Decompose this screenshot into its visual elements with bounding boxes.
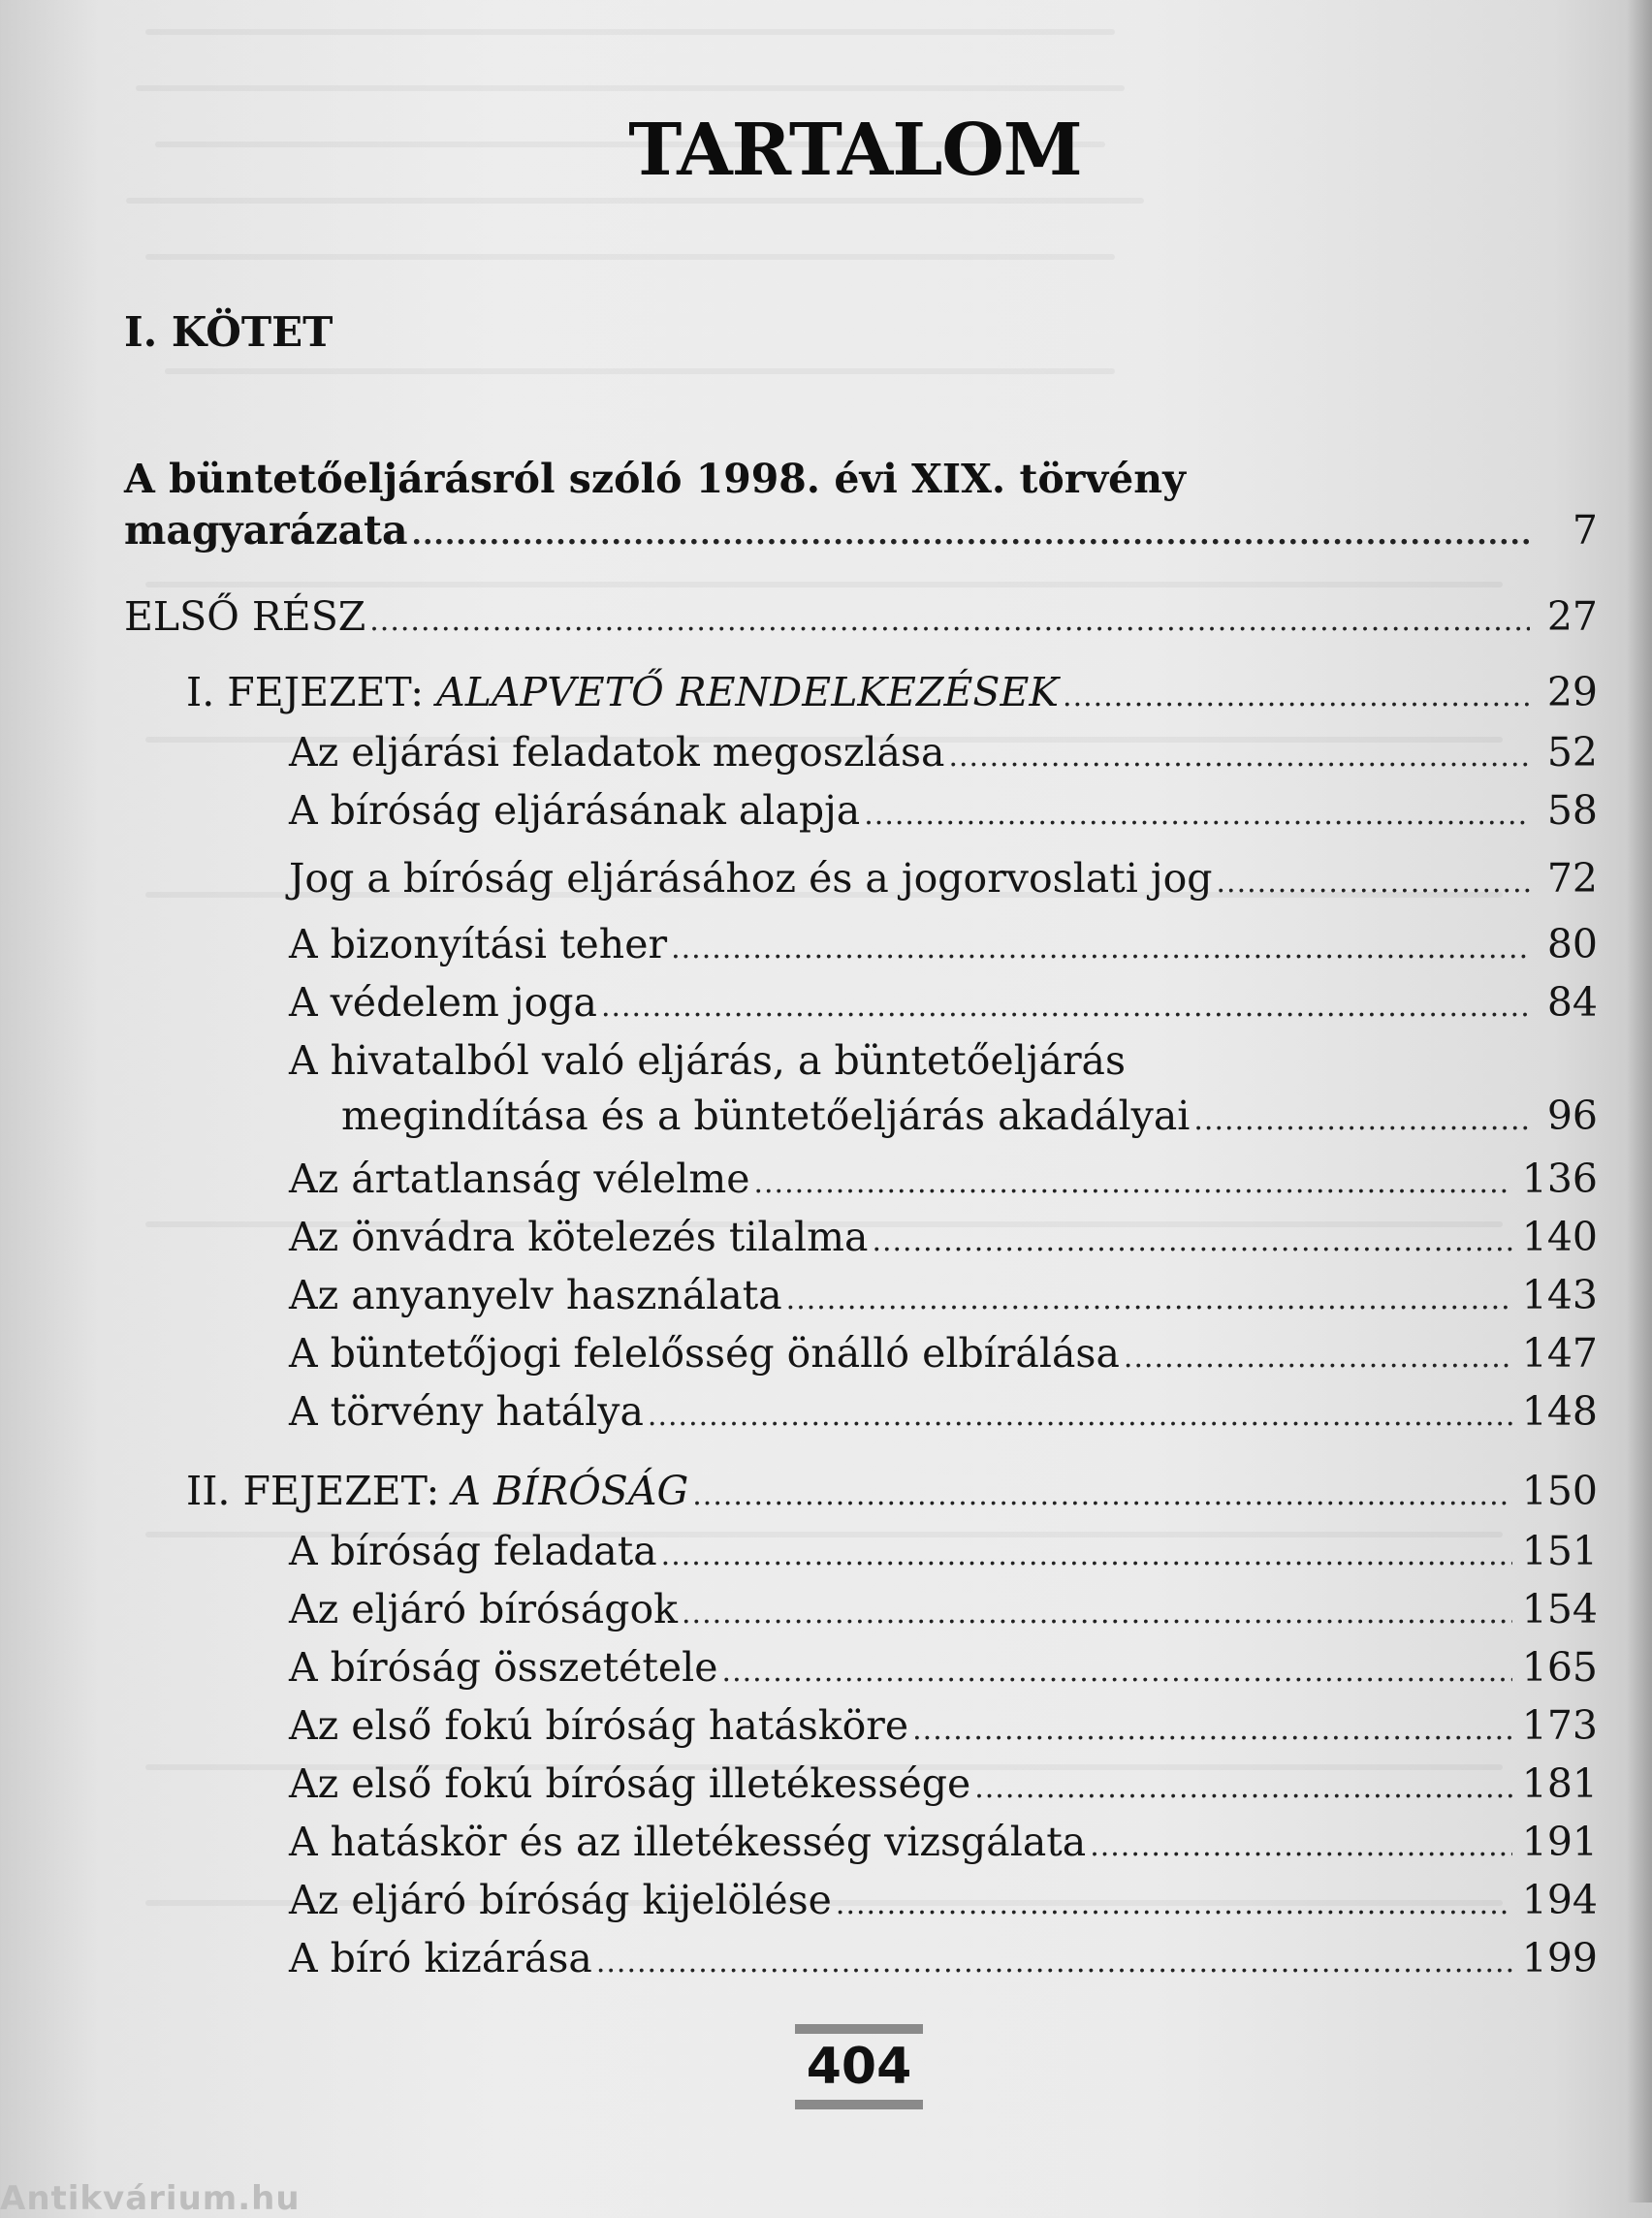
watermark: Antikvárium.hu [0,2179,301,2218]
page-ref: 199 [1521,1935,1598,1981]
entry-title: A bizonyítási teher [289,921,668,967]
law-title-line2: magyarázata [124,507,408,554]
entry-title-line2: megindítása és a büntetőeljárás akadályai [341,1093,1191,1139]
dot-leader [786,1283,1512,1316]
dot-leader [1193,1103,1530,1137]
dot-leader [1217,866,1530,900]
part-label: ELSŐ RÉSZ [124,593,366,640]
folio-rule-bottom [795,2100,923,2109]
entry-title: Az első fokú bíróság illetékessége [289,1760,971,1807]
toc-entry [289,855,1598,902]
dot-leader [1063,680,1530,713]
entry-title: Jog a bíróság eljárásához és a jogorvoslati jog [289,855,1213,902]
dot-leader [722,1655,1512,1689]
chapter-prefix: I. FEJEZET: [186,669,437,715]
page-number: 404 [806,2038,912,2096]
entry-title: Az eljáró bíróságok [289,1586,678,1632]
dot-leader [412,518,1530,552]
toc-entry [289,1586,1598,1632]
page-ref: 140 [1521,1214,1598,1260]
law-title-line1: A büntetőeljárásról szóló 1998. évi XIX. törvény [124,456,1186,502]
dot-leader [369,604,1530,638]
page-ref: 29 [1546,669,1598,715]
entry-title: A hatáskör és az illetékesség vizsgálata [289,1819,1087,1865]
page-ref: 154 [1521,1586,1598,1632]
toc-entry [289,1528,1598,1574]
page-ref: 143 [1521,1272,1598,1318]
dot-leader [1090,1829,1512,1863]
chapter-label [186,669,1059,715]
entry-title: A bíróság eljárásának alapja [289,787,861,834]
toc-entry [289,1702,1598,1749]
dot-leader [648,1399,1512,1433]
toc-entry [289,979,1598,1026]
page-ref: 58 [1546,787,1598,834]
dot-leader [601,990,1530,1024]
toc-entry-law [124,507,1598,554]
entry-title: Az önvádra kötelezés tilalma [289,1214,869,1260]
dot-leader [596,1946,1512,1980]
entry-title: A bíró kizárása [289,1935,592,1981]
entry-title: A büntetőjogi felelősség önálló elbírálása [289,1330,1120,1377]
entry-title: Az anyanyelv használata [289,1272,782,1318]
folio-rule-top [795,2024,923,2034]
page-ref: 151 [1521,1528,1598,1574]
entry-title: A törvény hatálya [289,1388,644,1435]
toc-entry [289,1388,1598,1435]
dot-leader [692,1478,1511,1512]
dot-leader [682,1597,1512,1631]
toc-entry [289,729,1598,776]
page-ref: 181 [1521,1760,1598,1807]
dot-leader [974,1771,1512,1805]
page-ref: 136 [1521,1156,1598,1202]
page-ref: 148 [1521,1388,1598,1435]
page-number-block [793,2024,925,2109]
dot-leader [872,1224,1511,1258]
dot-leader [1124,1341,1512,1375]
toc-entry [289,921,1598,967]
dot-leader [753,1166,1511,1200]
toc-entry [289,1760,1598,1807]
entry-title-line1: A hivatalból való eljárás, a büntetőeljárás [289,1037,1127,1084]
toc-entry-part [124,593,1598,640]
toc-entry [289,1156,1598,1202]
toc-entry [289,1935,1598,1981]
entry-title: Az ártatlanság vélelme [289,1156,750,1202]
volume-heading: I. KÖTET [124,308,334,356]
entry-title: Az első fokú bíróság hatásköre [289,1702,909,1749]
chapter-label [186,1468,688,1514]
toc-entry [289,787,1598,834]
toc-entry [289,1877,1598,1923]
entry-title: A bíróság feladata [289,1528,657,1574]
dot-leader [661,1538,1512,1572]
page-ref: 173 [1521,1702,1598,1749]
page-ref: 27 [1546,593,1598,640]
entry-title: Az eljáró bíróság kijelölése [289,1877,832,1923]
page-ref: 84 [1546,979,1598,1026]
page-ref: 147 [1521,1330,1598,1377]
page-ref: 194 [1521,1877,1598,1923]
chapter-name: ALAPVETŐ RENDELKEZÉSEK [436,669,1060,715]
dot-leader [836,1887,1512,1921]
entry-title: A védelem joga [289,979,597,1026]
page-ref: 52 [1546,729,1598,776]
entry-title: Az eljárási feladatok megoszlása [289,729,945,776]
chapter-prefix: II. FEJEZET: [186,1468,453,1514]
toc-entry [289,1330,1598,1377]
toc-entry [289,1644,1598,1691]
page-ref: 150 [1521,1468,1598,1514]
chapter-name: A BÍRÓSÁG [452,1468,689,1514]
toc-entry-chapter-1 [186,669,1598,715]
entry-title: A bíróság összetétele [289,1644,718,1691]
dot-leader [912,1713,1512,1747]
dot-leader [671,932,1530,966]
page-ref: 165 [1521,1644,1598,1691]
page-ref: 7 [1572,507,1598,554]
page-ref: 191 [1521,1819,1598,1865]
toc-entry-chapter-2 [186,1468,1598,1514]
toc-entry [341,1093,1598,1139]
toc-entry [289,1272,1598,1318]
page-title: TARTALOM [628,109,1082,192]
page-ref: 72 [1546,855,1598,902]
page-edge-shadow [1627,0,1652,2202]
dot-leader [864,798,1530,832]
page-ref: 80 [1546,921,1598,967]
toc-entry [289,1819,1598,1865]
dot-leader [948,740,1530,774]
toc-entry [289,1214,1598,1260]
page-ref: 96 [1546,1093,1598,1139]
